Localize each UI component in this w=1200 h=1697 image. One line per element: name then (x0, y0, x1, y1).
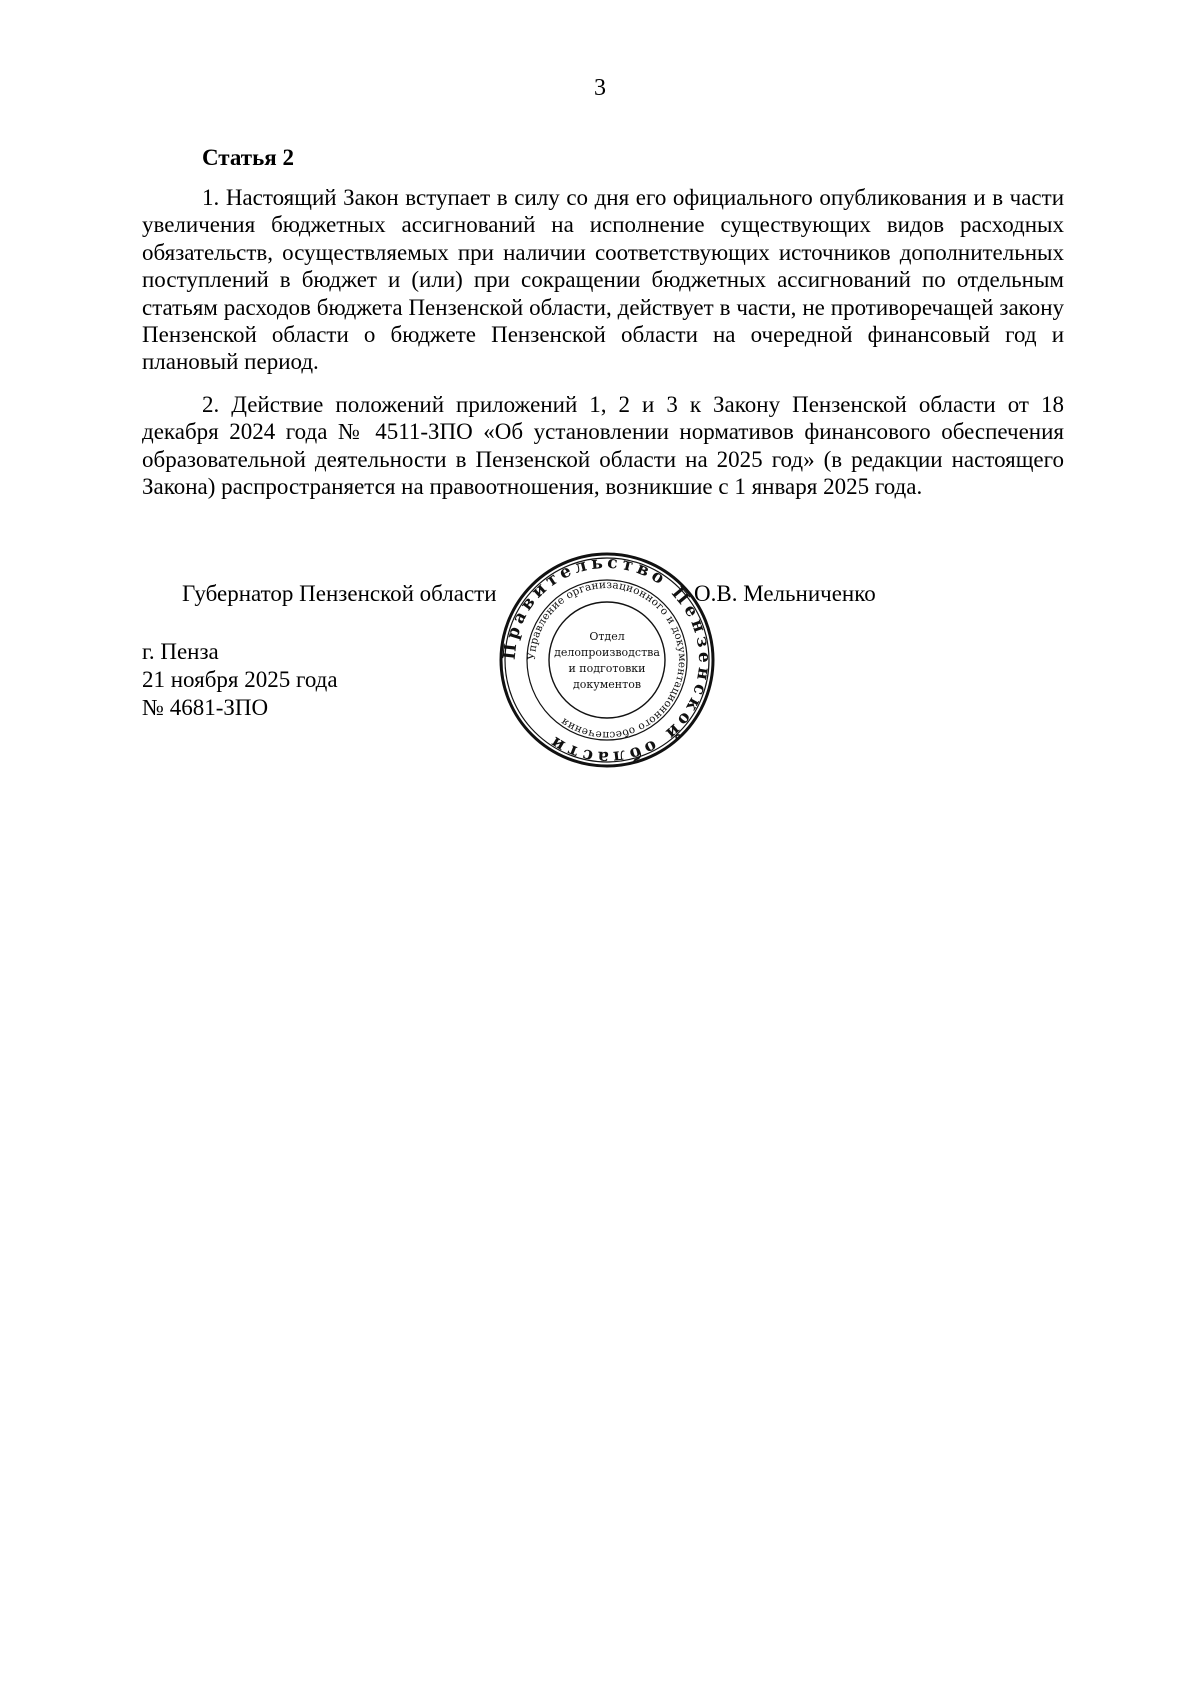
signature-title: Губернатор Пензенской области (182, 581, 497, 606)
stamp-center-line-1: Отдел (589, 630, 625, 643)
stamp-seal-graphic (497, 550, 717, 770)
stamp-middle-text: Управление организационного и документационного обеспечения (525, 578, 689, 742)
stamp-outer-text: Правительство Пензенской области (499, 552, 715, 768)
stamp-center-line-4: документов (572, 678, 642, 691)
article-paragraph-2: 2. Действие положений приложений 1, 2 и 3 к Закону Пензенской области от 18 декабря 2024 года № 4511-ЗПО «Об установлении нормативов финансового обеспечения образовательной деятельности в Пензенской области на 2025 год» (в редакции настоящего Закона) распространяется на правоотношения, возникшие с 1 января 2025 года. (142, 392, 1064, 500)
stamp-center-line-3: и подготовки (568, 662, 646, 675)
page-number: 3 (594, 75, 606, 101)
article-paragraph-1: 1. Настоящий Закон вступает в силу со дня его официального опубликования и в части увеличения бюджетных ассигнований на исполнение существующих видов расходных обязательств, осуществляемых при наличии соответствующих источников дополнительных поступлений в бюджет и (или) при сокращении бюджетных ассигнований по отдельным статьям расходов бюджета Пензенской области, действует в части, не противоречащей закону Пензенской области о бюджете Пензенской области на очередной финансовый год и плановый период. (142, 185, 1064, 375)
article-heading: Статья 2 (202, 145, 294, 170)
signature-name: О.В. Мельниченко (694, 581, 876, 606)
issue-date: 21 ноября 2025 года (142, 667, 338, 692)
stamp-center-line-2: делопроизводства (554, 646, 660, 659)
issue-number: № 4681-ЗПО (142, 695, 269, 720)
place-date-block (142, 638, 338, 722)
official-stamp (497, 550, 717, 770)
issue-place: г. Пенза (142, 639, 219, 664)
